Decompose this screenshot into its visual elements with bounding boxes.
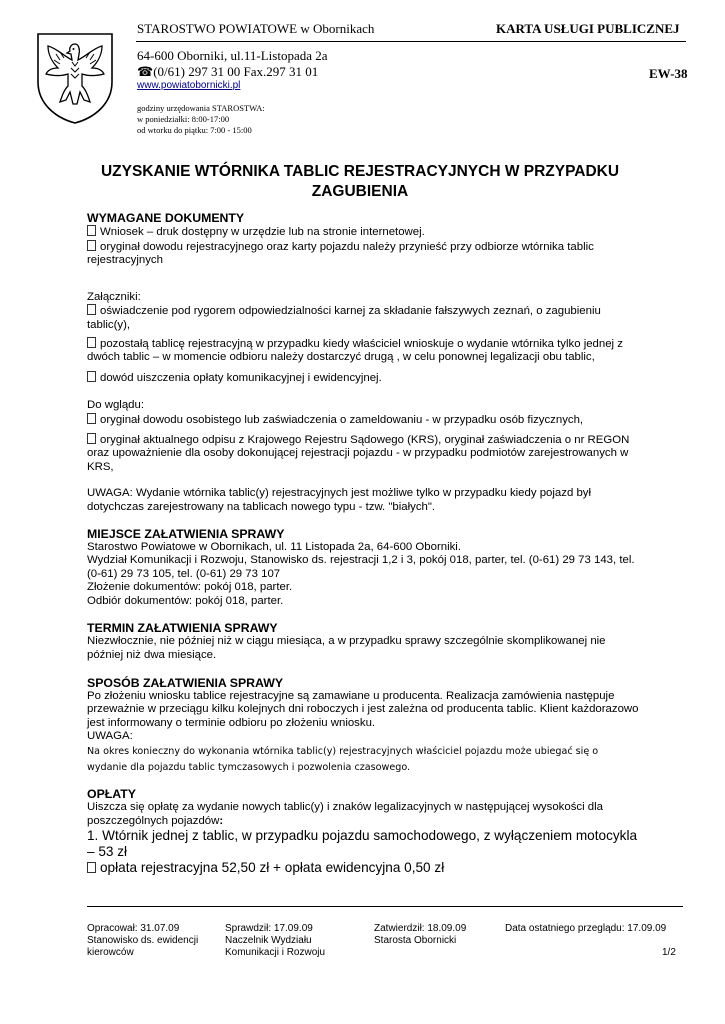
card-title: KARTA USŁUGI PUBLICZNEJ <box>496 21 680 36</box>
required-documents-heading: WYMAGANE DOKUMENTY <box>87 211 245 225</box>
coat-of-arms-eagle-icon <box>34 30 116 126</box>
important-note: UWAGA: Wydanie wtórnika tablic(y) rejestracyjnych jest możliwe tylko w przypadku kiedy pojazd był dotychczas zarejestrowany na tablicach nowego typu - tzw. "białych". <box>87 487 592 513</box>
list-item <box>87 304 639 332</box>
footer-divider <box>87 906 683 907</box>
footer-line: Naczelnik Wydziału <box>225 935 312 946</box>
list-item <box>87 413 639 428</box>
main-content <box>87 211 639 876</box>
checkbox-icon <box>87 862 96 873</box>
checkbox-icon <box>87 433 96 444</box>
list-item <box>87 225 639 240</box>
office-phone: ☎(0/61) 297 31 00 Fax.297 31 01 <box>137 64 319 79</box>
footer-line: kierowców <box>87 947 134 958</box>
method-note-label: UWAGA: <box>87 730 133 743</box>
document-code: EW-38 <box>649 66 688 81</box>
method-heading: SPOSÓB ZAŁATWIENIA SPRAWY <box>87 675 284 690</box>
footer-review-date: Data ostatniego przeglądu: 17.09.09 <box>505 923 667 934</box>
list-item-text: pozostałą tablicę rejestracyjną w przypadku kiedy właściciel wnioskuje o wydanie wtórnika tylko jednej z dwóch tablic – w momencie odbioru należy dostarczyć drugą , w celu ponownej legalizacji obu tablic, <box>87 337 623 364</box>
place-line: Starostwo Powiatowe w Obornikach, ul. 11 Listopada 2a, 64-600 Oborniki. <box>87 540 461 553</box>
fees-intro-text: Uiszcza się opłatę za wydanie nowych tablic(y) i znaków legalizacyjnych w następującej wysokości dla poszczególnych pojazdów <box>87 801 603 827</box>
footer-line: Sprawdził: 17.09.09 <box>225 923 313 934</box>
footer-approved <box>374 923 466 947</box>
fees-heading: OPŁATY <box>87 787 136 802</box>
deadline-text: Niezwłocznie, nie później niż w ciągu miesiąca, a w przypadku sprawy szczególnie skomplikowanej nie później niż dwa miesiące. <box>87 635 606 662</box>
checkbox-icon <box>87 337 96 348</box>
place-line: Odbiór dokumentów: pokój 018, parter. <box>87 594 284 607</box>
checkbox-icon <box>87 240 96 251</box>
place-line: Złożenie dokumentów: pokój 018, parter. <box>87 581 293 594</box>
header-divider <box>136 41 686 42</box>
page-number: 1/2 <box>662 947 676 958</box>
footer-line: Opracował: 31.07.09 <box>87 923 180 934</box>
page-title: UZYSKANIE WTÓRNIKA TABLIC REJESTRACYJNYCH W PRZYPADKU ZAGUBIENIA <box>100 163 620 200</box>
website-link[interactable]: www.powiatobornicki.pl <box>137 80 241 91</box>
list-item <box>87 433 639 475</box>
list-item-text: oryginał dowodu osobistego lub zaświadczenia o zameldowaniu - w przypadku osób fizycznych, <box>100 413 584 426</box>
office-address: 64-600 Oborniki, ul.11-Listopada 2a <box>137 48 328 63</box>
checkbox-icon <box>87 371 96 382</box>
footer-line: Starosta Obornicki <box>374 935 457 946</box>
footer-line: Komunikacji i Rozwoju <box>225 947 326 958</box>
footer-checked <box>225 923 325 959</box>
office-hours <box>137 103 265 136</box>
checkbox-icon <box>87 225 96 236</box>
footer-line: Zatwierdził: 18.09.09 <box>374 923 467 934</box>
inspection-label: Do wglądu: <box>87 399 144 412</box>
list-item-text: oryginał dowodu rejestracyjnego oraz karty pojazdu należy przynieść przy odbiorze wtórnika tablic rejestracyjnych <box>87 240 594 267</box>
fee-item-text: opłata rejestracyjna 52,50 zł + opłata ewidencyjna 0,50 zł <box>100 860 445 876</box>
office-name: STAROSTWO POWIATOWE w Obornikach <box>137 21 375 36</box>
list-item <box>87 371 639 386</box>
fee-item <box>87 860 639 876</box>
list-item <box>87 240 639 268</box>
list-item-text: Wniosek – druk dostępny w urzędzie lub na stronie internetowej. <box>100 226 425 238</box>
footer-prepared <box>87 923 198 959</box>
method-text: Po złożeniu wniosku tablice rejestracyjne są zamawiane u producenta. Realizacja zamówienia następuje przeważnie w przeciągu kilku kolejnych dni roboczych i jest zależna od producenta tablic. Klient każdorazowo jest informowany o terminie odbioru po złożeniu wniosku. <box>87 689 639 729</box>
place-heading: MIEJSCE ZAŁATWIENIA SPRAWY <box>87 526 285 541</box>
checkbox-icon <box>87 413 96 424</box>
list-item-text: dowód uiszczenia opłaty komunikacyjnej i ewidencyjnej. <box>100 371 382 384</box>
office-hours-line: godziny urzędowania STAROSTWA: <box>137 103 265 113</box>
office-hours-line: od wtorku do piątku: 7:00 - 15:00 <box>137 125 252 135</box>
checkbox-icon <box>87 304 96 315</box>
list-item-text: oświadczenie pod rygorem odpowiedzialności karnej za składanie fałszywych zeznań, o zagubieniu tablic(y), <box>87 305 601 331</box>
deadline-heading: TERMIN ZAŁATWIENIA SPRAWY <box>87 621 278 636</box>
attachments-label: Załączniki: <box>87 290 141 303</box>
fee-item: 1. Wtórnik jednej z tablic, w przypadku pojazdu samochodowego, z wyłączeniem motocykla – 53 zł <box>87 828 638 860</box>
place-line: Wydział Komunikacji i Rozwoju, Stanowisko ds. rejestracji 1,2 i 3, pokój 018, parter, tel. (0-61) 29 73 143, tel. (0-61) 29 73 105, tel. (0-61) 29 73 107 <box>87 554 635 580</box>
footer-line: Stanowisko ds. ewidencji <box>87 935 199 946</box>
list-item <box>87 337 639 365</box>
method-note: Na okres konieczny do wykonania wtórnika tablic(y) rejestracyjnych właściciel pojazdu może ubiegać się o wydanie dla pojazdu tablic tymczasowych i pozwolenia czasowego. <box>87 746 599 774</box>
fees-intro <box>87 801 639 828</box>
fees-intro-colon: : <box>219 814 224 827</box>
list-item-text: oryginał aktualnego odpisu z Krajowego Rejestru Sądowego (KRS), oryginał zaświadczenia o nr REGON oraz upoważnienie dla osoby dokonującej rejestracji pojazdu - w przypadku podmiotów zarejestrowanych w KRS, <box>87 433 630 473</box>
office-hours-line: w poniedziałki: 8:00-17:00 <box>137 114 230 124</box>
